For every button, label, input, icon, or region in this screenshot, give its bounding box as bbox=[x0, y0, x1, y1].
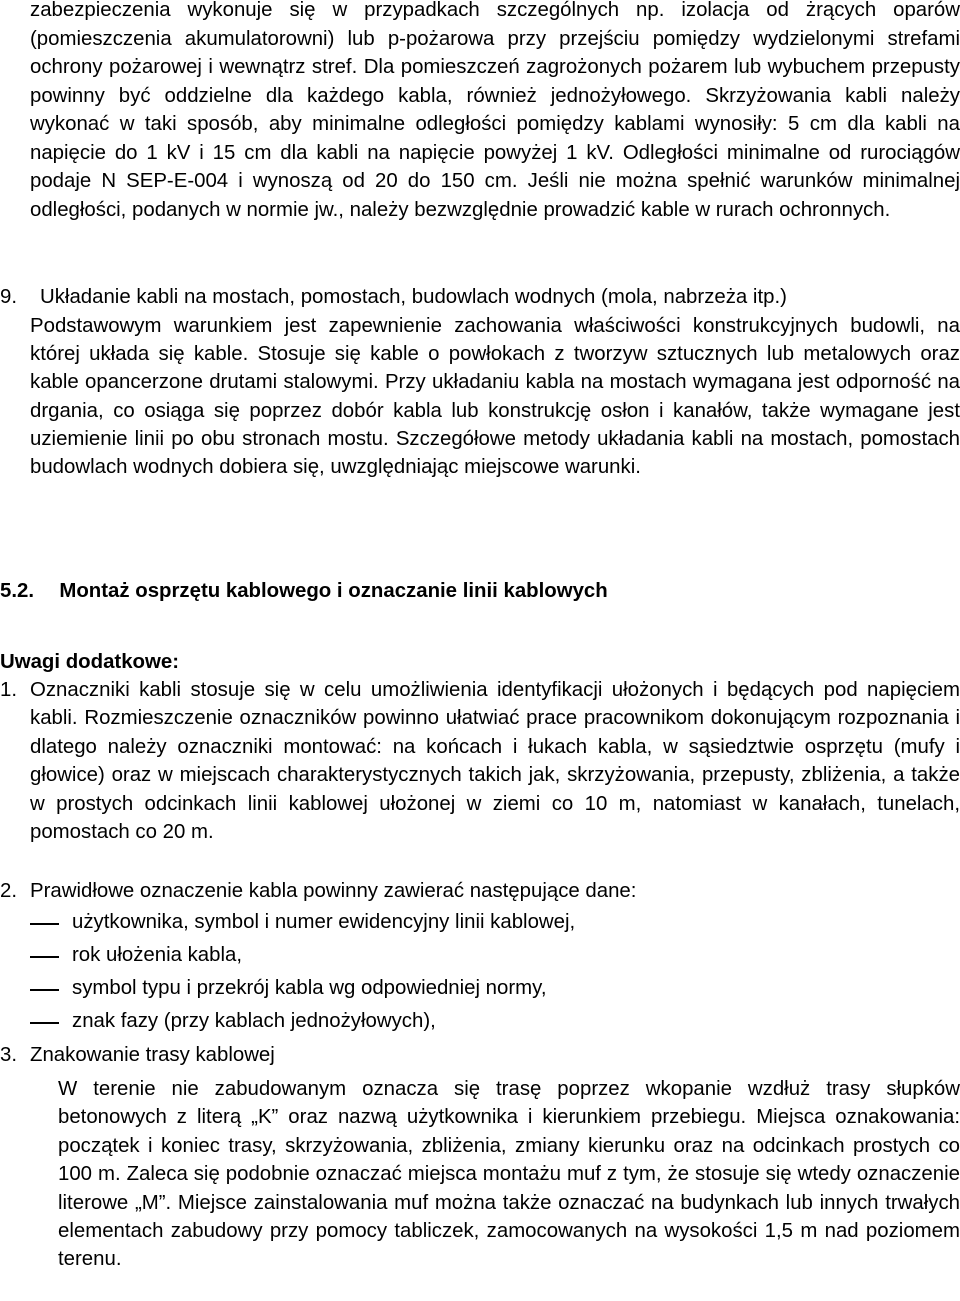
item-9-body: Podstawowym warunkiem jest zapewnienie zachowania właściwości konstrukcyjnych budowli, na której układa się kable. Stosuje się kable o powłokach z tworzyw sztucznych lub metalowych oraz kable opancerzone drutami stalowymi. Przy układaniu kabla na mostach wymagana jest odporność na drgania, co osiąga się poprzez dobór kabla lub konstrukcję osłon i kanałów, także wymagane jest uziemienie linii po obu stronach mostu. Szczegółowe metody układania kabli na mostach, pomostach budowlach wodnych dobiera się, uwzględniając miejscowe warunki. bbox=[30, 315, 960, 479]
note-3-number: 3. bbox=[0, 1044, 18, 1066]
item-9-title: Układanie kabli na mostach, pomostach, budowlach wodnych (mola, nabrzeża itp.) bbox=[40, 286, 787, 308]
dash-icon bbox=[30, 1022, 59, 1024]
section-number: 5.2. bbox=[0, 580, 35, 602]
section-title: Montaż osprzętu kablowego i oznaczanie linii kablowych bbox=[59, 580, 608, 602]
note-3-body: W terenie nie zabudowanym oznacza się trasę poprzez wkopanie wzdłuż trasy słupków betonowych z literą „K” oraz nazwą użytkownika i kierunkiem przebiegu. Miejsca oznakowania: początek i koniec trasy, skrzyżowania, zbliżenia, zmiany kierunku oraz na odcinkach prostych co 100 m. Zaleca się podobnie oznaczać miejsca montażu muf z tym, że stosuje się wtedy oznaczenie literowe „M”. Miejsce zainstalowania muf można także oznaczać na budynkach lub innych trwałych elementach zabudowy przy pomocy tabliczek, zamocowanych na wysokości 1,5 m nad poziomem terenu. bbox=[58, 1078, 960, 1271]
dash-icon bbox=[30, 923, 59, 925]
bullet-text: znak fazy (przy kablach jednożyłowych), bbox=[72, 1010, 436, 1032]
note-1-text: Oznaczniki kabli stosuje się w celu umożliwienia identyfikacji ułożonych i będących pod napięciem kabli. Rozmieszczenie oznaczników powinno ułatwiać prace pracownikom dokonującym rozpoznania i dlatego należy oznaczniki montować: na końcach i łukach kabla, w sąsiedztwie osprzętu (mufy i głowice) oraz w miejscach charakterystycznych takich jak, skrzyżowania, przepusty, zbliżenia, a także w prostych odcinkach linii kablowej ułożonej w ziemi co 10 m, natomiast w kanałach, tunelach, pomostach co 20 m. bbox=[30, 679, 960, 844]
notes-heading: Uwagi dodatkowe: bbox=[0, 651, 179, 673]
dash-icon bbox=[30, 956, 59, 958]
note-2-text: Prawidłowe oznaczenie kabla powinny zawierać następujące dane: bbox=[30, 880, 637, 902]
item-9-number: 9. bbox=[0, 286, 18, 308]
bullet-item bbox=[0, 1007, 960, 1040]
note-1-number: 1. bbox=[0, 679, 18, 701]
intro-paragraph: zabezpieczenia wykonuje się w przypadkach szczególnych np. izolacja od żrących oparów (pomieszczenia akumulatorowni) lub p-pożarowa przy przejściu pomiędzy wydzielonymi strefami ochrony pożarowej i wewnątrz stref. Dla pomieszczeń zagrożonych pożarem lub wybuchem przepusty powinny być oddzielne dla każdego kabla, również jednożyłowego. Skrzyżowania kabli należy wykonać w taki sposób, aby minimalne odległości pomiędzy kablami wynosiły: 5 cm dla kabli na napięcie do 1 kV i 15 cm dla kabli na napięcie powyżej 1 kV. Odległości minimalne od rurociągów podaje N SEP-E-004 i wynoszą od 20 do 150 cm. Jeśli nie można spełnić warunków minimalnej odległości, podanych w normie jw., należy bezwzględnie prowadzić kable w rurach ochronnych. bbox=[30, 0, 960, 221]
bullet-text: użytkownika, symbol i numer ewidencyjny linii kablowej, bbox=[72, 911, 576, 933]
section-heading bbox=[0, 577, 608, 605]
note-2-bullet-list bbox=[0, 908, 960, 1040]
bullet-text: rok ułożenia kabla, bbox=[72, 944, 243, 966]
bullet-item bbox=[0, 974, 960, 1007]
note-3-title: Znakowanie trasy kablowej bbox=[30, 1044, 275, 1066]
bullet-text: symbol typu i przekrój kabla wg odpowiedniej normy, bbox=[72, 977, 547, 999]
bullet-item bbox=[0, 908, 960, 941]
note-2-number: 2. bbox=[0, 880, 18, 902]
bullet-item bbox=[0, 941, 960, 974]
dash-icon bbox=[30, 989, 59, 991]
